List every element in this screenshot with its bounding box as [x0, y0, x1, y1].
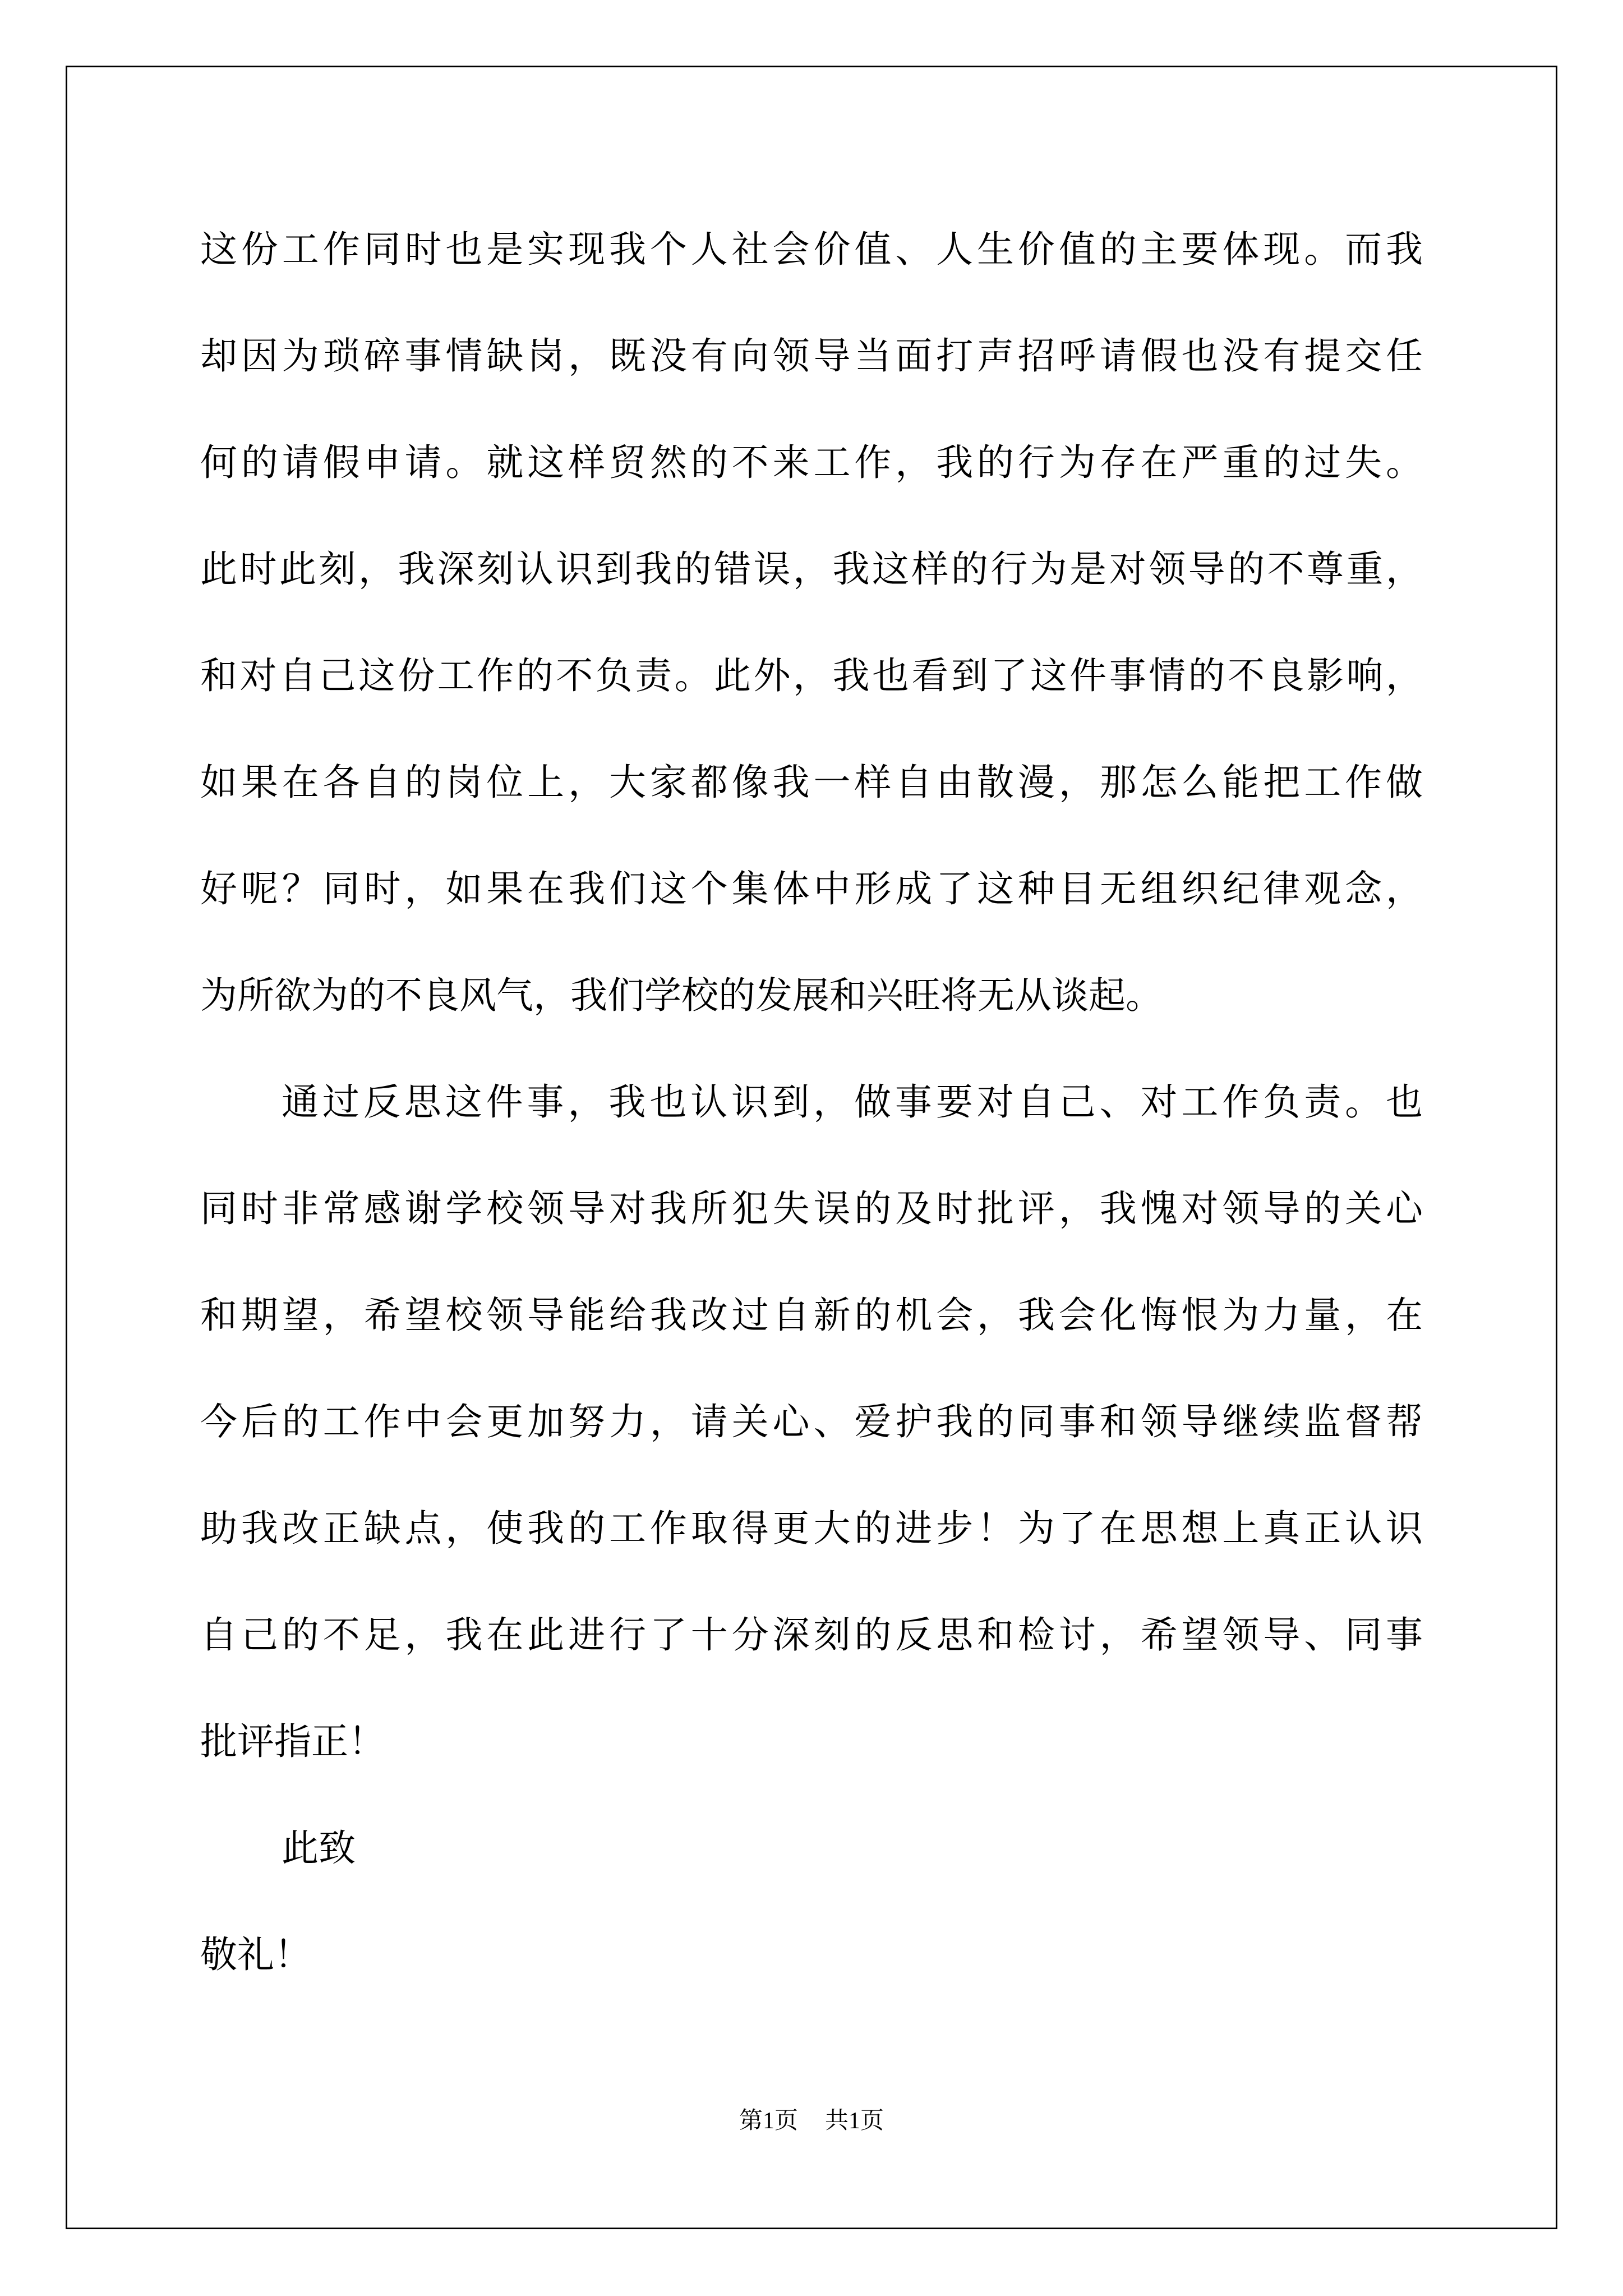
- body-text-line: 助我改正缺点，使我的工作取得更大的进步！为了在思想上真正认识: [200, 1507, 1423, 1550]
- body-text-line: 此时此刻，我深刻认识到我的错误，我这样的行为是对领导的不尊重，: [200, 547, 1423, 591]
- body-text-line: 却因为琐碎事情缺岗，既没有向领导当面打声招呼请假也没有提交任: [200, 334, 1423, 378]
- salutation: 敬礼！: [200, 1933, 311, 1976]
- body-text-line: 批评指正！: [200, 1720, 385, 1763]
- page-footer: [0, 2109, 1623, 2133]
- closing-phrase: 此致: [282, 1826, 356, 1870]
- page-number-current: 第1页: [739, 2108, 798, 2134]
- body-text-line: 好呢？同时，如果在我们这个集体中形成了这种目无组织纪律观念，: [200, 867, 1423, 910]
- body-text-line: 这份工作同时也是实现我个人社会价值、人生价值的主要体现。而我: [200, 228, 1423, 271]
- body-text-line: 和期望，希望校领导能给我改过自新的机会，我会化悔恨为力量，在: [200, 1294, 1423, 1337]
- body-text-line: 何的请假申请。就这样贸然的不来工作，我的行为存在严重的过失。: [200, 441, 1423, 484]
- paragraph-first-line: 通过反思这件事，我也认识到，做事要对自己、对工作负责。也: [282, 1080, 1423, 1124]
- body-text-line: 为所欲为的不良风气，我们学校的发展和兴旺将无从谈起。: [200, 974, 1163, 1017]
- body-text-line: 和对自己这份工作的不负责。此外，我也看到了这件事情的不良影响，: [200, 654, 1423, 697]
- body-text-line: 同时非常感谢学校领导对我所犯失误的及时批评，我愧对领导的关心: [200, 1187, 1423, 1230]
- body-text-line: 自己的不足，我在此进行了十分深刻的反思和检讨，希望领导、同事: [200, 1613, 1423, 1657]
- body-text-line: 如果在各自的岗位上，大家都像我一样自由散漫，那怎么能把工作做: [200, 761, 1423, 804]
- body-text-line: 今后的工作中会更加努力，请关心、爱护我的同事和领导继续监督帮: [200, 1400, 1423, 1443]
- page-number-total: 共1页: [825, 2108, 884, 2134]
- page-border: [66, 66, 1557, 2229]
